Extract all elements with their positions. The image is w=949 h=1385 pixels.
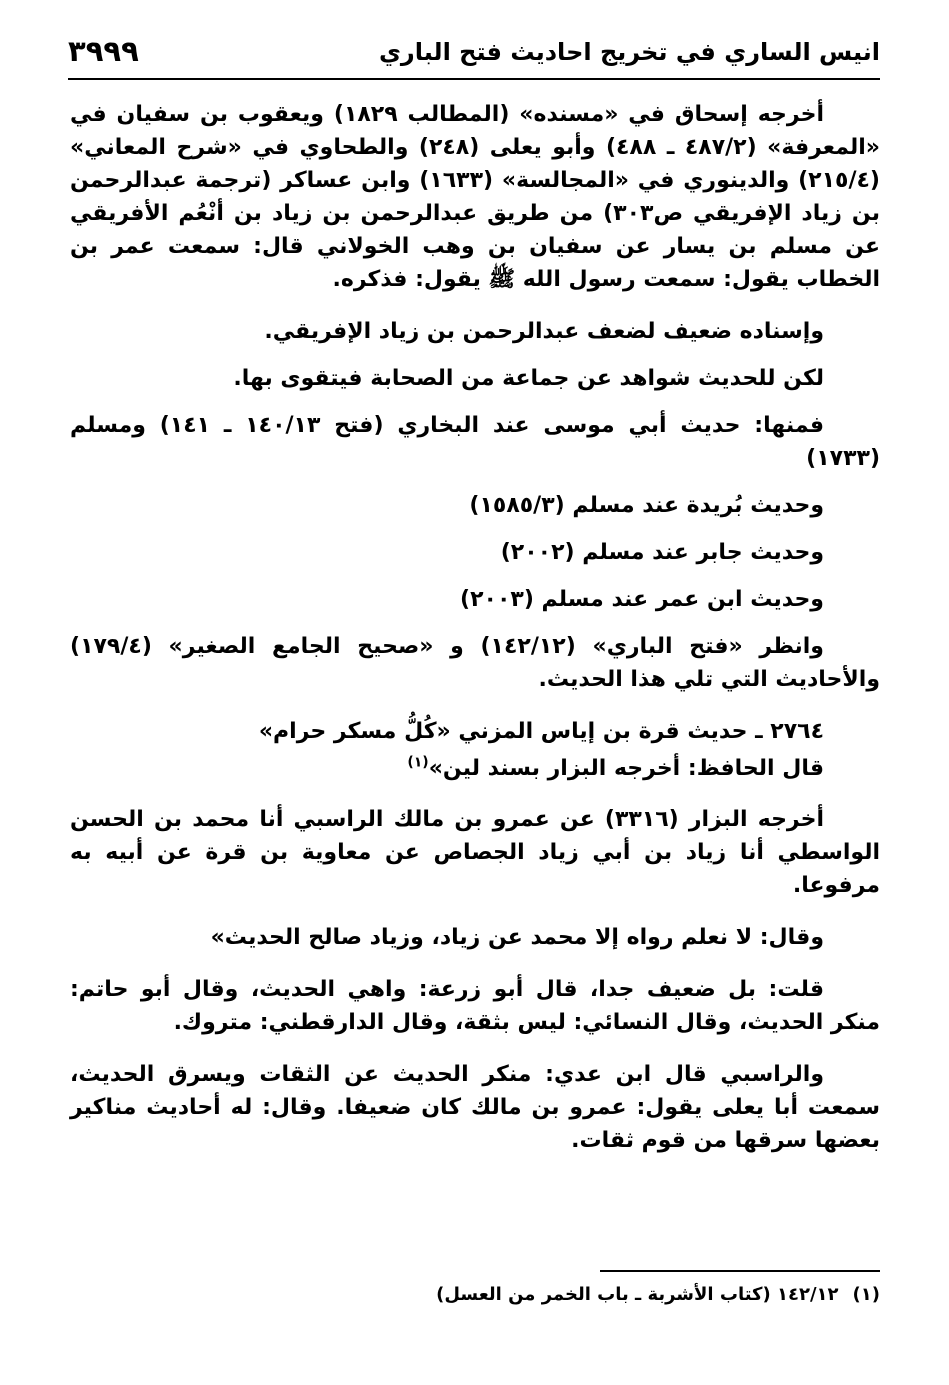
paragraph-shawahid: لكن للحديث شواهد عن جماعة من الصحابة فيتقوى بها. (233, 366, 824, 391)
page-number: ٣٩٩٩ (68, 34, 139, 68)
paragraph-bazzar: أخرجه البزار (٣٣١٦) عن عمرو بن مالك الراسبي أنا محمد بن الحسن الواسطي أنا زياد بن أبي زياد الجصاص عن معاوية بن قرة عن أبيه به مرفوعا. (70, 807, 880, 898)
paragraph-abu-musa: فمنها: حديث أبي موسى عند البخاري (فتح ١٤٠/١٣ ـ ١٤١) ومسلم (١٧٣٣) (70, 413, 880, 471)
book-title: انيس الساري في تخريج احاديث فتح الباري (378, 38, 880, 66)
hafiz-quote: أخرجه البزار بسند لين» (428, 756, 681, 781)
paragraph-jabir: وحديث جابر عند مسلم (٢٠٠٢) (500, 540, 824, 565)
paragraph-ibn-umar: وحديث ابن عمر عند مسلم (٢٠٠٣) (460, 587, 824, 612)
footnote (300, 1282, 880, 1308)
hafiz-statement (70, 752, 880, 785)
paragraph-takhrij: أخرجه إسحاق في «مسنده» (المطالب ١٨٢٩) ويعقوب بن سفيان في «المعرفة» (٤٨٧/٢ ـ ٤٨٨) وأبو يعلى (٢٤٨) والطحاوي في «شرح المعاني» (٢١٥/٤) والدينوري في «المجالسة» (١٦٣٣) وابن عساكر (ترجمة عبدالرحمن بن زياد الإفريقي ص٣٠٣) من طريق عبدالرحمن بن زياد بن أنْعُم الأفريقي عن مسلم بن يسار عن سفيان بن وهب الخولاني قال: سمعت عمر بن الخطاب يقول: سمعت رسول الله ﷺ يقول: فذكره. (70, 102, 880, 292)
paragraph-bazzar-quote: وقال: لا نعلم رواه إلا محمد عن زياد، وزياد صالح الحديث» (210, 925, 824, 950)
hafiz-label: قال الحافظ: (687, 756, 824, 781)
main-text (70, 98, 880, 1176)
paragraph-rasibi: والراسبي قال ابن عدي: منكر الحديث عن الثقات ويسرق الحديث، سمعت أبا يعلى يقول: عمرو بن مالك كان ضعيفا. وقال: له أحاديث مناكير بعضها سرقها من قوم ثقات. (70, 1062, 880, 1153)
paragraph-see-also: وانظر «فتح الباري» (١٤٢/١٢) و «صحيح الجامع الصغير» (١٧٩/٤) والأحاديث التي تلي هذا الحديث. (70, 634, 880, 692)
footnote-number: (١) (852, 1284, 880, 1305)
hadith-entry-heading: ٢٧٦٤ ـ حديث قرة بن إياس المزني «كُلُّ مسكر حرام» (258, 719, 824, 744)
paragraph-critique: قلت: بل ضعيف جدا، قال أبو زرعة: واهي الحديث، وقال أبو حاتم: منكر الحديث، وقال النسائي: ليس بثقة، وقال الدارقطني: متروك. (70, 977, 880, 1035)
footnote-ref: (١) (407, 754, 429, 771)
running-header (68, 30, 880, 80)
footnote-divider (600, 1270, 880, 1272)
header-divider (68, 78, 880, 80)
paragraph-buraida: وحديث بُريدة عند مسلم (١٥٨٥/٣) (469, 493, 824, 518)
footnote-text: ١٤٢/١٢ (كتاب الأشربة ـ باب الخمر من العسل) (436, 1284, 839, 1305)
paragraph-isnad-weak: وإسناده ضعيف لضعف عبدالرحمن بن زياد الإفريقي. (264, 319, 824, 344)
